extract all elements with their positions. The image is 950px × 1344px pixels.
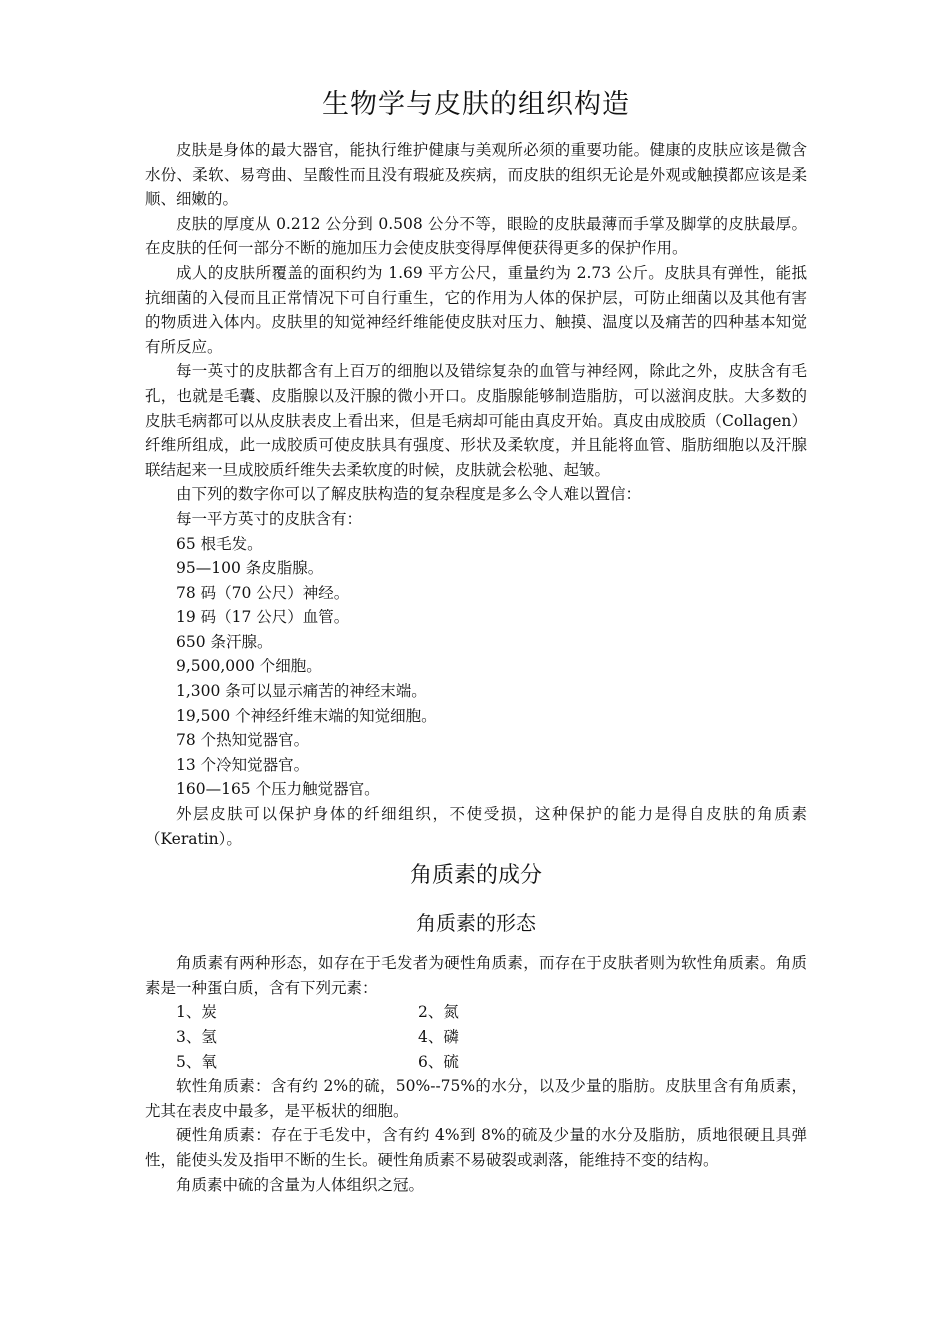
- soft-keratin-paragraph: 软性角质素：含有约 2%的硫，50%--75%的水分，以及少量的脂肪。皮肤里含有角质素，尤其在表皮中最多，是平板状的细胞。: [145, 1077, 807, 1120]
- list-item: 每一平方英寸的皮肤含有：: [176, 509, 363, 528]
- element-item: 3、氢: [176, 1028, 217, 1046]
- list-item: 9,500,000 个细胞。: [176, 657, 322, 676]
- skin-facts-list: [145, 507, 807, 802]
- intro-paragraph-3: 成人的皮肤所覆盖的面积约为 1.69 平方公尺，重量约为 2.73 公斤。皮肤具有弹性，能抵抗细菌的入侵而且正常情况下可自行重生，它的作用为人体的保护层，可防止细菌以及其他有害的物质进入体内。皮肤里的知觉神经纤维能使皮肤对压力、触摸、温度以及痛苦的四种基本知觉有所反应。: [145, 263, 807, 356]
- list-item: 95—100 条皮脂腺。: [176, 559, 324, 578]
- element-item: 1、炭: [176, 1003, 217, 1022]
- list-item: 78 个热知觉器官。: [176, 731, 310, 750]
- hard-keratin-paragraph: 硬性角质素：存在于毛发中，含有约 4%到 8%的硫及少量的水分及脂肪，质地很硬且具弹性，能使头发及指甲不断的生长。硬性角质素不易破裂或剥落，能维持不变的结构。: [145, 1126, 807, 1169]
- list-item: 78 码（70 公尺）神经。: [176, 583, 350, 602]
- list-item: 650 条汗腺。: [176, 632, 273, 651]
- list-item: 19,500 个神经纤维末端的知觉细胞。: [176, 706, 437, 725]
- section-heading-keratin-composition: 角质素的成分: [409, 863, 542, 889]
- element-item: 2、氮: [418, 1003, 459, 1022]
- intro-paragraph-5: 由下列的数字你可以了解皮肤构造的复杂程度是多么令人难以置信：: [176, 485, 642, 504]
- document-page: [145, 86, 807, 1197]
- elements-list: [145, 1000, 807, 1074]
- intro-paragraph-2: 皮肤的厚度从 0.212 公分到 0.508 公分不等，眼睑的皮肤最薄而手掌及脚掌的皮肤最厚。在皮肤的任何一部分不断的施加压力会使皮肤变得厚俾便获得更多的保护作用。: [145, 214, 807, 258]
- element-item: 4、磷: [418, 1028, 459, 1046]
- intro-paragraph-1: 皮肤是身体的最大器官，能执行维护健康与美观所必须的重要功能。健康的皮肤应该是微含水份、柔软、易弯曲、呈酸性而且没有瑕疵及疾病，而皮肤的组织无论是外观或触摸都应该是柔顺、细嫩的。: [145, 141, 807, 209]
- element-item: 6、硫: [418, 1052, 459, 1071]
- document-title: 生物学与皮肤的组织构造: [322, 89, 630, 120]
- sulfur-paragraph: 角质素中硫的含量为人体组织之冠。: [176, 1175, 425, 1194]
- element-item: 5、氧: [176, 1052, 217, 1071]
- intro-paragraph-4: 每一英寸的皮肤都含有上百万的细胞以及错综复杂的血管与神经网，除此之外，皮肤含有毛孔，也就是毛囊、皮脂腺以及汗腺的微小开口。皮脂腺能够制造脂肪，可以滋润皮肤。大多数的皮肤毛病都可以从皮肤表皮上看出来，但是毛病却可能由真皮开始。真皮由成胶质（Collagen）纤维所组成，此一成胶质可使皮肤具有强度、形状及柔软度，并且能将血管、脂肪细胞以及汗腺联结起来一旦成胶质纤维失去柔软度的时候，皮肤就会松驰、起皱。: [145, 362, 807, 479]
- list-item: 19 码（17 公尺）血管。: [176, 608, 350, 627]
- keratin-paragraph: 外层皮肤可以保护身体的纤细组织，不使受损，这种保护的能力是得自皮肤的角质素（Keratin）。: [145, 805, 807, 848]
- list-item: 160—165 个压力触觉器官。: [176, 780, 380, 799]
- list-item: 13 个冷知觉器官。: [176, 755, 310, 774]
- list-item: 65 根毛发。: [176, 534, 263, 553]
- list-item: 1,300 条可以显示痛苦的神经末端。: [176, 682, 427, 701]
- forms-paragraph: 角质素有两种形态，如存在于毛发者为硬性角质素，而存在于皮肤者则为软性角质素。角质素是一种蛋白质，含有下列元素：: [145, 954, 807, 997]
- section-heading-keratin-forms: 角质素的形态: [416, 911, 536, 936]
